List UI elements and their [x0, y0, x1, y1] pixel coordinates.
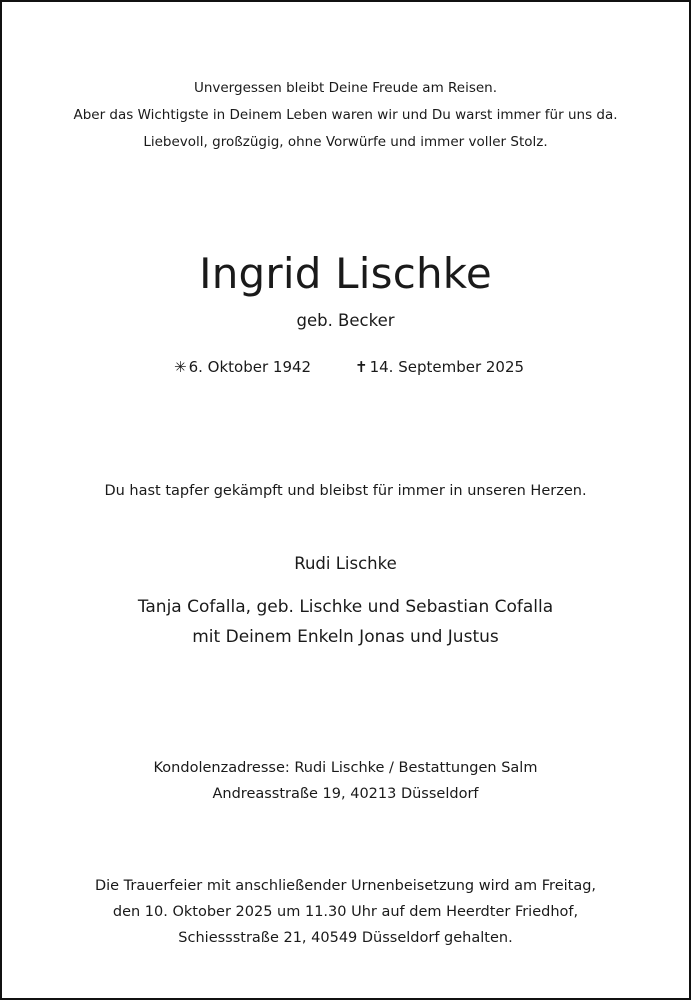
service-info-line-3: Schiessstraße 21, 40549 Düsseldorf gehalten. [178, 930, 513, 946]
cross-icon: ✝ [355, 358, 368, 376]
mourner-family-line-2: mit Deinem Enkeln Jonas und Justus [192, 627, 499, 647]
mourner-family-line-1: Tanja Cofalla, geb. Lischke und Sebastian Cofalla [137, 597, 554, 617]
verse-line-2: Aber das Wichtigste in Deinem Leben waren wir und Du warst immer für uns da. [73, 107, 618, 123]
memorial-quote: Du hast tapfer gekämpft und bleibst für immer in unseren Herzen. [104, 483, 587, 499]
birth-star-icon: ✳ [174, 358, 187, 376]
condolence-address-line-1: Kondolenzadresse: Rudi Lischke / Bestattungen Salm [153, 760, 538, 776]
service-info-line-1: Die Trauerfeier mit anschließender Urnenbeisetzung wird am Freitag, [94, 878, 597, 894]
verse-line-3: Liebevoll, großzügig, ohne Vorwürfe und immer voller Stolz. [143, 134, 548, 150]
birth-date-block [174, 358, 311, 376]
service-info-line-2: den 10. Oktober 2025 um 11.30 Uhr auf dem Heerdter Friedhof, [112, 904, 579, 920]
verse-line-1: Unvergessen bleibt Deine Freude am Reisen. [193, 80, 498, 96]
birth-name: geb. Becker [296, 311, 395, 330]
death-date: 14. September 2025 [369, 358, 525, 376]
deceased-name: Ingrid Lischke [199, 249, 492, 298]
death-date-block [355, 358, 524, 376]
mourner-spouse: Rudi Lischke [294, 554, 397, 573]
birth-date: 6. Oktober 1942 [188, 358, 312, 376]
condolence-address-line-2: Andreasstraße 19, 40213 Düsseldorf [212, 786, 479, 802]
